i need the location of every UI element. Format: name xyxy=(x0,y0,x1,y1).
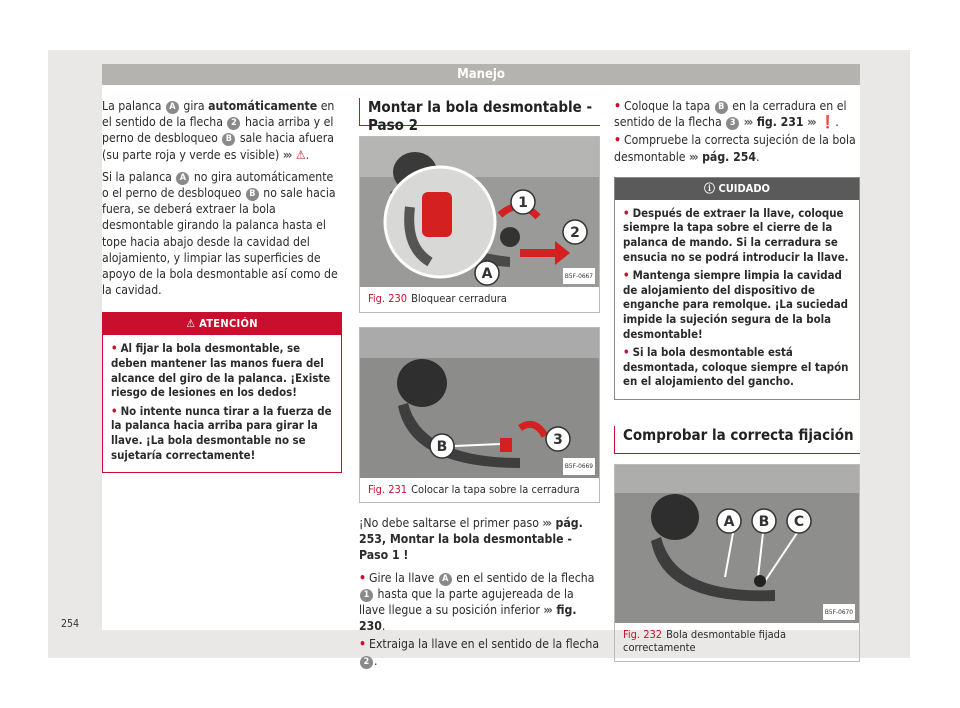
caution-item: • Mantenga siempre limpia la cavidad de alojamiento del dispositivo de enganche para remolque. ¡La suciedad impide la sujeción segura de la bola desmontable! xyxy=(623,268,848,341)
badge-b: B xyxy=(222,133,235,146)
figure-caption: Fig. 231 Colocar la tapa sobre la cerradura xyxy=(368,482,580,496)
reference-arrow-icon: ››› xyxy=(743,115,752,130)
badge-a: A xyxy=(439,573,452,586)
figure-label: 3 xyxy=(553,431,563,448)
figure-image xyxy=(360,137,599,287)
tow-hook-cap-illustration xyxy=(360,328,599,478)
tow-hook-lock-illustration xyxy=(360,137,599,287)
paragraph-lever-auto: La palanca A gira automáticamente en el sentido de la flecha 2 hacia arriba y el perno de desbloqueo B sale hacia afuera (su parte roja y verde es visible) ››› ⚠. xyxy=(102,99,335,162)
badge-2: 2 xyxy=(227,117,240,130)
section-header: Manejo xyxy=(102,64,860,85)
caution-circle-icon: ⓘ xyxy=(704,181,716,195)
paragraph-lever-manual: Si la palanca A no gira automáticamente o el perno de desbloqueo B no sale hacia fuera, se deberá extraer la bola desmontable girando la palanca hasta el tope hacia abajo desde la cavidad del alojamiento, y limpiar las superficies de apoyo de la bola desmontable así como de la cavidad. xyxy=(102,169,338,298)
reference-arrow-icon: ››› xyxy=(807,115,815,130)
figure-label: 1 xyxy=(518,195,528,211)
figure-image xyxy=(360,328,599,478)
figure-231 xyxy=(359,327,600,504)
figure-230 xyxy=(359,136,600,313)
figure-reference-link[interactable]: fig. 230 xyxy=(359,603,577,634)
figure-code: B5F-0667 xyxy=(563,268,595,284)
step-bullet: • Extraiga la llave en el sentido de la flecha 2 . xyxy=(359,637,600,668)
warning-triangle-icon: ⚠ xyxy=(186,317,196,331)
badge-2: 2 xyxy=(360,656,373,669)
warning-item: • No intente nunca tirar a la fuerza de la palanca hacia arriba para girar la llave. ¡La bola desmontable no se sujetaría correctamente! xyxy=(111,403,332,462)
column-middle xyxy=(359,98,600,675)
figure-label: B xyxy=(436,438,448,455)
page-number: 254 xyxy=(61,618,80,630)
section-title: Comprobar la correcta fijación xyxy=(614,426,860,454)
figure-reference-link[interactable]: fig. 231 xyxy=(756,115,804,130)
badge-a: A xyxy=(176,172,189,185)
figure-label: B xyxy=(758,513,770,530)
step-bullet: • Compruebe la correcta sujeción de la bola desmontable ››› pág. 254. xyxy=(614,133,856,164)
caution-box-header: ⓘ CUIDADO xyxy=(615,178,859,200)
figure-label: A xyxy=(481,266,493,282)
step-bullet: • Coloque la tapa B en la cerradura en el sentido de la flecha 3 ››› fig. 231 ››› ❗. xyxy=(614,99,847,130)
caution-item: • Después de extraer la llave, coloque siempre la tapa sobre el cierre de la palanca de mando. Si la cerradura se ensucia no se podrá introducir la llave. xyxy=(623,205,849,264)
badge-b: B xyxy=(246,188,259,201)
page-reference-link[interactable]: pág. 253, Montar la bola desmontable - Paso 1 ! xyxy=(359,516,583,563)
figure-label: A xyxy=(723,513,735,530)
column-left xyxy=(102,98,342,473)
badge-b: B xyxy=(715,101,728,114)
tow-hook-secured-illustration xyxy=(615,465,859,623)
figure-label: C xyxy=(793,513,805,530)
figure-caption: Fig. 230 Bloquear cerradura xyxy=(368,292,507,305)
caution-item: • Si la bola desmontable está desmontada, coloque siempre el tapón en el alojamiento del gancho. xyxy=(623,345,849,389)
caution-circle-icon: ❗ xyxy=(820,115,836,130)
figure-image xyxy=(615,465,859,623)
figure-label: 2 xyxy=(570,225,580,241)
figure-232 xyxy=(614,464,860,662)
badge-a: A xyxy=(166,101,179,114)
badge-3: 3 xyxy=(726,117,739,130)
intro-paragraph: ¡No debe saltarse el primer paso ››› pág. 253, Montar la bola desmontable - Paso 1 ! xyxy=(359,516,583,563)
reference-arrow-icon: ››› xyxy=(543,603,551,618)
figure-code: B5F-0669 xyxy=(563,458,595,474)
warning-box xyxy=(102,312,342,473)
page-reference-link[interactable]: pág. 254 xyxy=(702,149,757,164)
caution-box xyxy=(614,177,860,400)
step-bullet: • Gire la llave A en el sentido de la flecha 1 hasta que la parte agujereada de la llave llegue a su posición inferior ››› fig. 230. xyxy=(359,570,595,634)
column-right xyxy=(614,98,860,676)
section-title: Montar la bola desmontable - Paso 2 xyxy=(359,98,600,126)
reference-arrow-icon: ››› xyxy=(282,147,291,162)
warning-triangle-icon: ⚠ xyxy=(295,147,306,162)
warning-item: • Al fijar la bola desmontable, se deben mantener las manos fuera del alcance del giro de la palanca. ¡Existe riesgo de lesiones en los dedos! xyxy=(111,341,331,400)
warning-box-header: ⚠ ATENCIÓN xyxy=(103,313,341,335)
badge-1: 1 xyxy=(360,589,373,602)
figure-caption: Fig. 232 Bola desmontable fijada correctamente xyxy=(623,627,787,655)
reference-arrow-icon: ››› xyxy=(689,149,697,164)
figure-code: B5F-0670 xyxy=(823,604,855,620)
reference-arrow-icon: ››› xyxy=(542,516,550,530)
